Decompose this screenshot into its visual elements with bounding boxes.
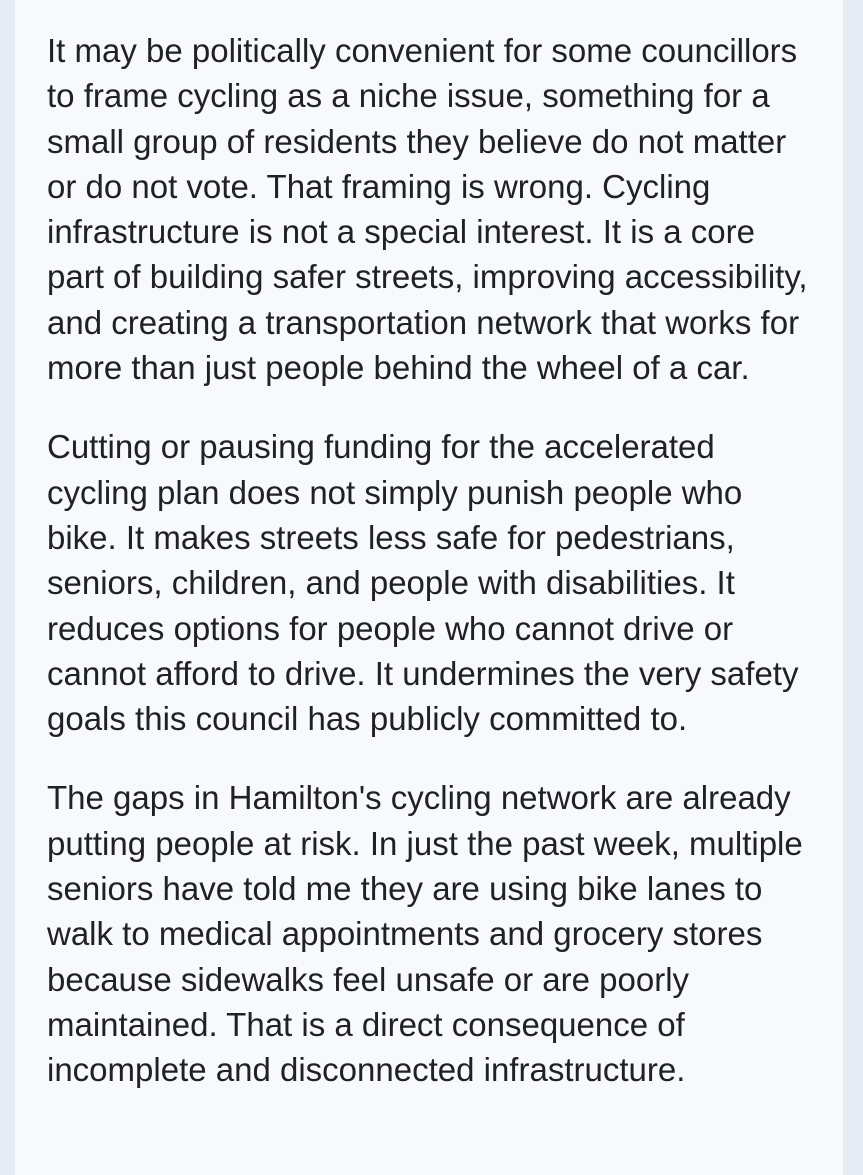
paragraph-1: It may be politically convenient for some councillors to frame cycling as a niche issue, something for a small group of residents they believe do not matter or do not vote. That framing is wrong. Cycling infrastructure is not a special interest. It is a core part of building safer streets, improving accessibility, and creating a transportation network that works for more than just people behind the wheel of a car. [47,32,808,387]
paragraph-3: The gaps in Hamilton's cycling network are already putting people at risk. In just the past week, multiple seniors have told me they are using bike lanes to walk to medical appointments and grocery stores because sidewalks feel unsafe or are poorly maintained. That is a direct consequence of incomplete and disconnected infrastructure. [47,779,803,1089]
page-margin-right [843,0,863,1175]
document-page [15,0,843,1175]
paragraph-2: Cutting or pausing funding for the accelerated cycling plan does not simply punish people who bike. It makes streets less safe for pedestrians, seniors, children, and people with disabilities. It reduces options for people who cannot drive or cannot afford to drive. It undermines the very safety goals this council has publicly committed to. [47,428,799,738]
page-margin-left [0,0,15,1175]
